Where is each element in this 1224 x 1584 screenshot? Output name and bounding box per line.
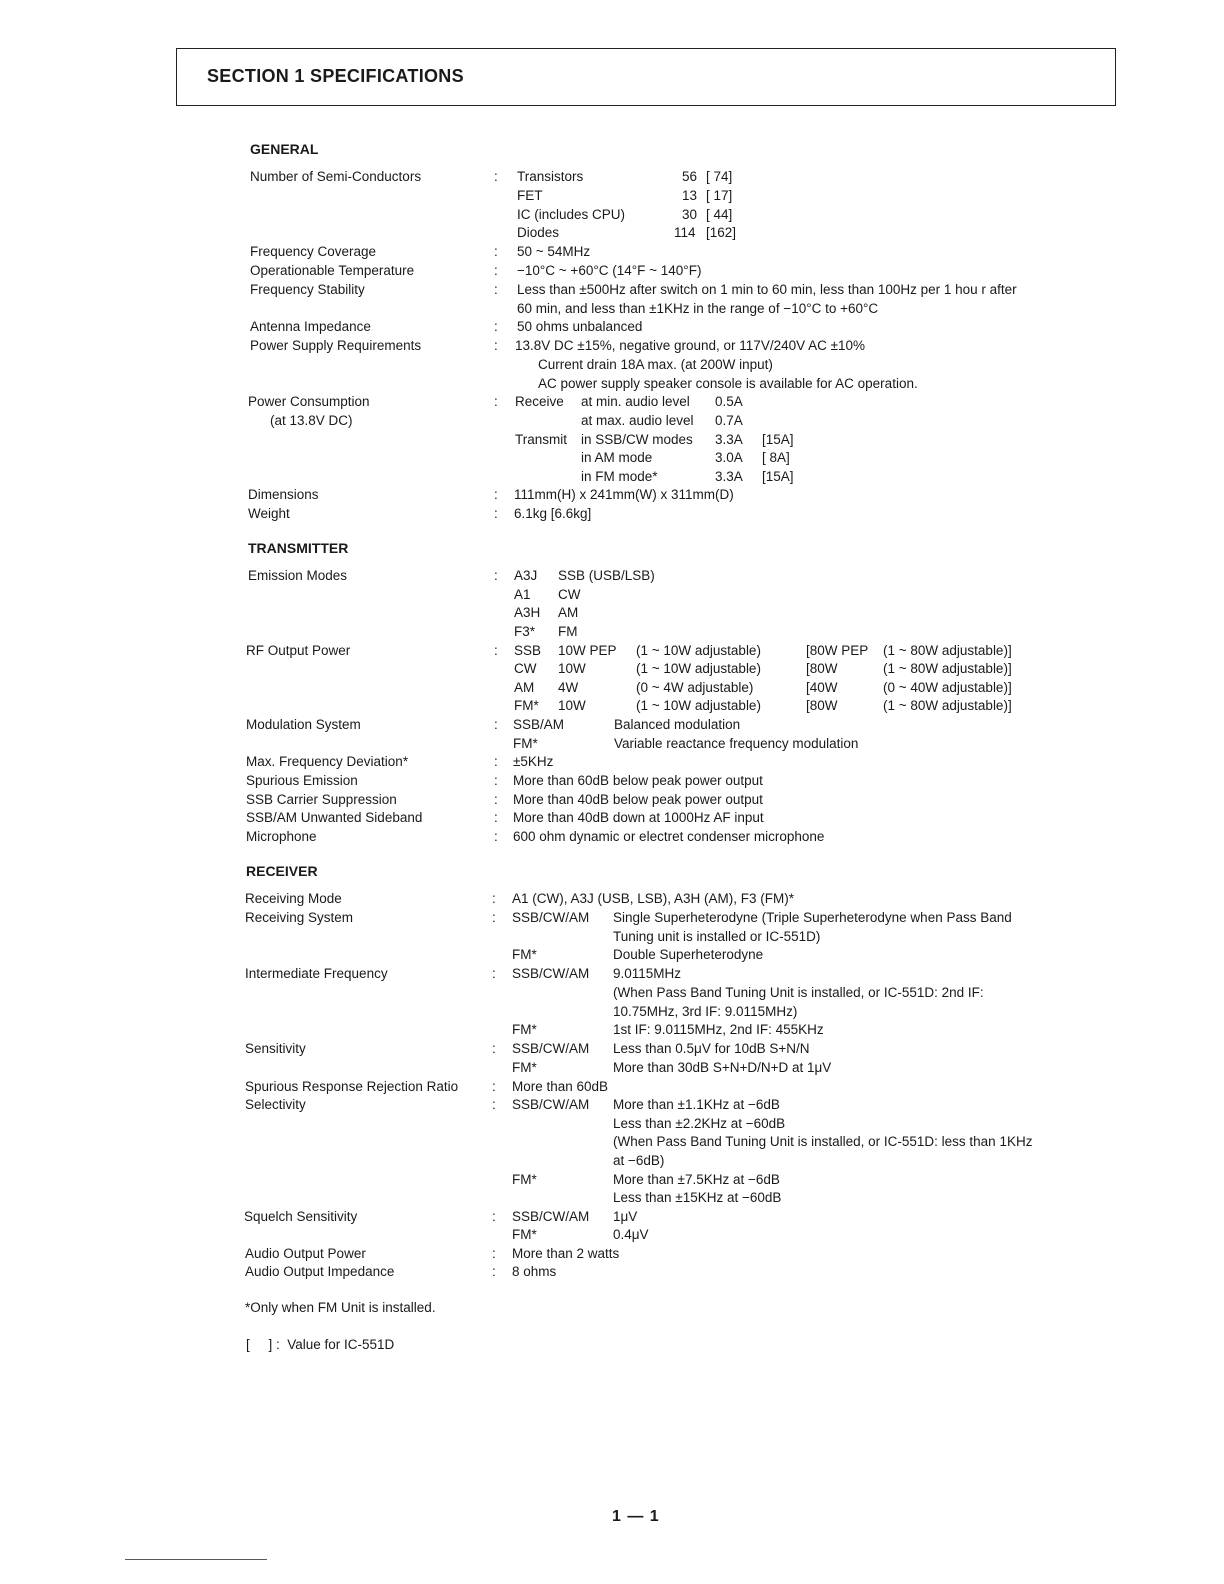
spec-row: Diodes 114 [162] [517,225,737,240]
spec-row: (at 13.8V DC) at max. audio level 0.7A [270,413,743,428]
spec-row: A3H AM [514,605,579,620]
page-title: SECTION 1 SPECIFICATIONS [207,66,464,86]
spec-sensitivity: Sensitivity : SSB/CW/AM Less than 0.5μV for 10dB S+N/N [245,1041,810,1056]
spec-row: Tuning unit is installed or IC-551D) [613,929,821,944]
spec-row: Transmit in SSB/CW modes 3.3A [15A] [515,432,794,447]
spec-max-frequency-deviation: Max. Frequency Deviation* : ±5KHz [246,754,554,769]
spec-spurious-emission: Spurious Emission : More than 60dB below peak power output [246,773,763,788]
spec-antenna-impedance: Antenna Impedance : 50 ohms unbalanced [250,319,643,334]
heading-receiver: RECEIVER [246,863,318,879]
spec-receiving-system: Receiving System : SSB/CW/AM Single Superheterodyne (Triple Superheterodyne when Pass Band [245,910,1012,925]
spec-dimensions: Dimensions : 111mm(H) x 241mm(W) x 311mm(D) [248,487,734,502]
heading-transmitter: TRANSMITTER [248,540,349,556]
spec-row: FM* 1st IF: 9.0115MHz, 2nd IF: 455KHz [512,1022,824,1037]
spec-row: FET 13 [ 17] [517,188,733,203]
spec-microphone: Microphone : 600 ohm dynamic or electret condenser microphone [246,829,825,844]
heading-general: GENERAL [250,141,319,157]
spec-row: Current drain 18A max. (at 200W input) [538,357,773,372]
spec-frequency-coverage: Frequency Coverage : 50 ~ 54MHz [250,244,591,259]
spec-row: AC power supply speaker console is available for AC operation. [538,376,918,391]
spec-row: at −6dB) [613,1153,665,1168]
spec-row: in FM mode* 3.3A [15A] [581,469,794,484]
bracket-footnote: [ ] : Value for IC-551D [246,1337,395,1352]
spec-row: FM* More than ±7.5KHz at −6dB [512,1172,780,1187]
spec-row: Less than ±2.2KHz at −60dB [613,1116,786,1131]
spec-rf-output-power: RF Output Power : SSB 10W PEP (1 ~ 10W adjustable) [80W PEP (1 ~ 80W adjustable)] [246,643,1012,658]
fm-footnote: *Only when FM Unit is installed. [245,1300,436,1315]
spec-row: A1 CW [514,587,581,602]
spec-label: Number of Semi-Conductors [250,169,422,184]
spec-modulation-system: Modulation System : SSB/AM Balanced modulation [246,717,741,732]
spec-row: AM 4W (0 ~ 4W adjustable) [40W (0 ~ 40W adjustable)] [514,680,1012,695]
spec-selectivity: Selectivity : SSB/CW/AM More than ±1.1KHz at −6dB [245,1097,780,1112]
spec-intermediate-frequency: Intermediate Frequency : SSB/CW/AM 9.0115MHz [245,966,682,981]
divider [125,1559,267,1560]
spec-audio-output-impedance: Audio Output Impedance : 8 ohms [245,1264,557,1279]
spec-row: (When Pass Band Tuning Unit is installed, or IC-551D: less than 1KHz [613,1134,1033,1149]
spec-spurious-rejection: Spurious Response Rejection Ratio : More than 60dB [245,1079,609,1094]
spec-row: FM* 0.4μV [512,1227,649,1242]
spec-power-supply: Power Supply Requirements : 13.8V DC ±15%, negative ground, or 117V/240V AC ±10% [250,338,866,353]
spec-audio-output-power: Audio Output Power : More than 2 watts [245,1246,620,1261]
spec-operating-temperature: Operationable Temperature : −10°C ~ +60°C (14°F ~ 140°F) [250,263,702,278]
spec-power-consumption: Power Consumption : Receive at min. audio level 0.5A [248,394,743,409]
spec-unwanted-sideband: SSB/AM Unwanted Sideband : More than 40dB down at 1000Hz AF input [246,810,764,825]
spec-row: FM* 10W (1 ~ 10W adjustable) [80W (1 ~ 80W adjustable)] [514,698,1012,713]
spec-row: 60 min, and less than ±1KHz in the range of −10°C to +60°C [517,301,879,316]
spec-receiving-mode: Receiving Mode : A1 (CW), A3J (USB, LSB), A3H (AM), F3 (FM)* [245,891,795,906]
spec-carrier-suppression: SSB Carrier Suppression : More than 40dB below peak power output [246,792,763,807]
spec-row: FM* Double Superheterodyne [512,947,764,962]
page-number: 1 — 1 [612,1508,660,1525]
spec-frequency-stability: Frequency Stability : Less than ±500Hz after switch on 1 min to 60 min, less than 100Hz per 1 hou r after [250,282,1017,297]
spec-squelch-sensitivity: Squelch Sensitivity : SSB/CW/AM 1μV [244,1209,638,1224]
spec-row: in AM mode 3.0A [ 8A] [581,450,790,465]
spec-row: Less than ±15KHz at −60dB [613,1190,782,1205]
spec-row: CW 10W (1 ~ 10W adjustable) [80W (1 ~ 80W adjustable)] [514,661,1012,676]
spec-row: (When Pass Band Tuning Unit is installed, or IC-551D: 2nd IF: [613,985,984,1000]
spec-semiconductors: Number of Semi-Conductors : Transistors 56 [ 74] [250,169,733,184]
spec-row: FM* Variable reactance frequency modulation [513,736,859,751]
spec-row: IC (includes CPU) 30 [ 44] [517,207,733,222]
section-header [176,48,1116,106]
spec-row: 10.75MHz, 3rd IF: 9.0115MHz) [613,1004,798,1019]
spec-weight: Weight : 6.1kg [6.6kg] [248,506,592,521]
spec-row: F3* FM [514,624,578,639]
spec-emission-modes: Emission Modes : A3J SSB (USB/LSB) [248,568,655,583]
spec-row: FM* More than 30dB S+N+D/N+D at 1μV [512,1060,832,1075]
